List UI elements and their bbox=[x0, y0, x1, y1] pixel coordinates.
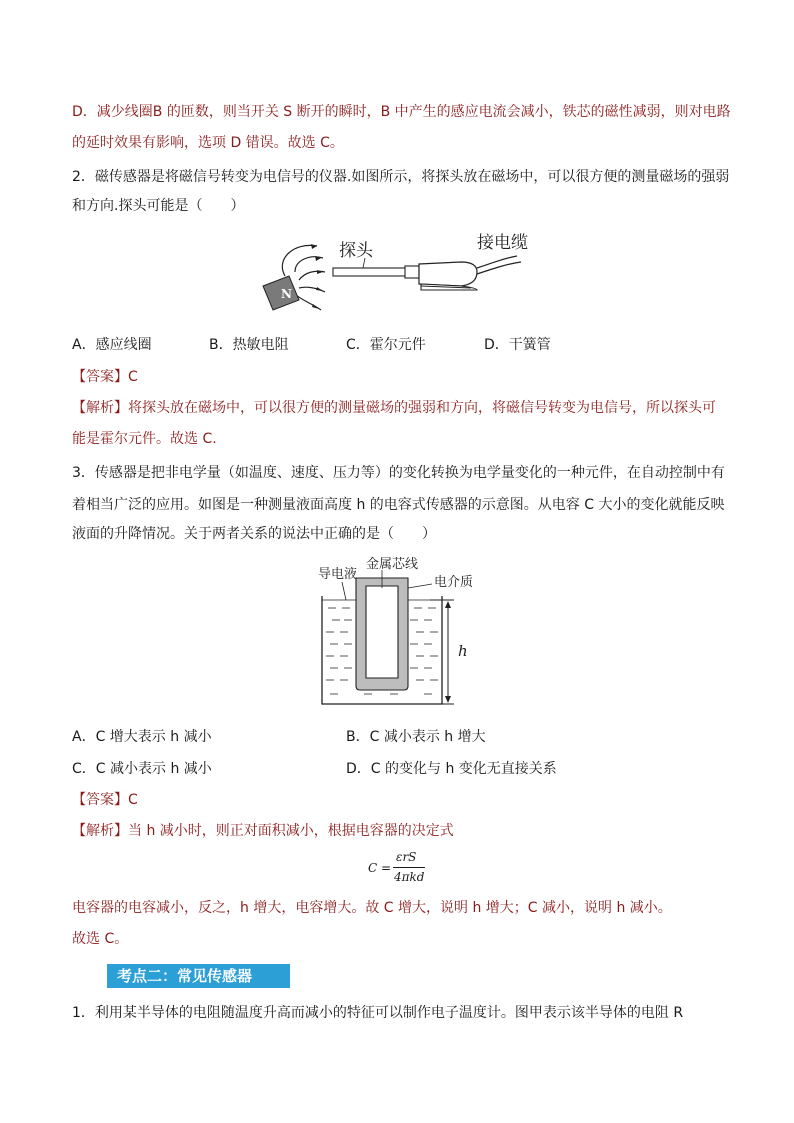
q2-answer bbox=[72, 368, 138, 386]
q3-option-a[interactable]: A．C 增大表示 h 减小 bbox=[72, 729, 212, 745]
analysis-tag: 【解析】 bbox=[72, 400, 128, 416]
formula-numerator: εrS bbox=[396, 850, 417, 864]
q3-analysis-line-3: 故选 C。 bbox=[72, 931, 129, 947]
next-q1-stem-line-1: 1．利用某半导体的电阻随温度升高而减小的特征可以制作电子温度计。图甲表示该半导体的电阻 R bbox=[72, 1005, 684, 1021]
q2-option-c[interactable]: C．霍尔元件 bbox=[346, 337, 426, 353]
answer-tag: 【答案】 bbox=[72, 792, 128, 808]
analysis-tag: 【解析】 bbox=[72, 823, 128, 839]
answer-value: C bbox=[128, 369, 138, 385]
cable bbox=[477, 256, 517, 268]
h-label: h bbox=[458, 642, 468, 660]
q3-capacitor-sensor-figure bbox=[312, 556, 488, 710]
prev-analysis-line-1: D．减少线圈B 的匝数，则当开关 S 断开的瞬时，B 中产生的感应电流会减小，铁芯的磁性减弱，则对电路 bbox=[72, 104, 731, 120]
q3-option-c[interactable]: C．C 减小表示 h 减小 bbox=[72, 761, 212, 777]
q3-analysis-line-2: 电容器的电容减小，反之，h 增大，电容增大。故 C 增大，说明 h 增大；C 减小，说明 h 减小。 bbox=[72, 900, 672, 916]
formula-lhs: C = bbox=[368, 861, 392, 875]
answer-tag: 【答案】 bbox=[72, 369, 128, 385]
prev-analysis-line-2: 的延时效果有影响，选项 D 错误。故选 C。 bbox=[72, 135, 344, 151]
dielectric-label: 电介质 bbox=[434, 575, 474, 590]
q3-answer bbox=[72, 791, 138, 809]
probe-handle bbox=[419, 262, 477, 286]
q2-stem-line-2: 和方向.探头可能是（ ） bbox=[72, 198, 245, 214]
q3-analysis-line-1 bbox=[72, 822, 454, 840]
q3-option-d[interactable]: D．C 的变化与 h 变化无直接关系 bbox=[346, 761, 557, 777]
magnet bbox=[263, 276, 299, 310]
cable-label: 接电缆 bbox=[477, 233, 528, 253]
q2-magnetic-probe-figure bbox=[255, 228, 545, 320]
formula-fraction-bar bbox=[393, 867, 425, 868]
q2-option-d[interactable]: D．干簧管 bbox=[484, 337, 551, 353]
formula-denominator: 4πkd bbox=[394, 870, 425, 884]
q2-stem-line-1: 2．磁传感器是将磁信号转变为电信号的仪器.如图所示，将探头放在磁场中，可以很方便的测量磁场的强弱 bbox=[72, 169, 730, 185]
metal-core bbox=[366, 586, 398, 678]
liquid-label: 导电液 bbox=[318, 567, 358, 582]
q3-stem-line-3: 液面的升降情况。关于两者关系的说法中正确的是（ ） bbox=[72, 526, 436, 542]
q3-stem-line-1: 3．传感器是把非电学量（如温度、速度、压力等）的变化转换为电学量变化的一种元件，在自动控制中有 bbox=[72, 465, 725, 481]
section-heading: 考点二：常见传感器 bbox=[107, 964, 290, 988]
q2-analysis-line-1 bbox=[72, 399, 716, 417]
q2-option-a[interactable]: A．感应线圈 bbox=[72, 337, 152, 353]
answer-value: C bbox=[128, 792, 138, 808]
probe-label: 探头 bbox=[339, 241, 373, 261]
q3-option-b[interactable]: B．C 减小表示 h 增大 bbox=[346, 729, 486, 745]
analysis-text: 将探头放在磁场中，可以很方便的测量磁场的强弱和方向，将磁信号转变为电信号，所以探头可 bbox=[128, 400, 716, 416]
magnet-pole-label: N bbox=[281, 287, 292, 301]
capacitance-formula bbox=[368, 850, 448, 888]
q3-stem-line-2: 着相当广泛的应用。如图是一种测量液面高度 h 的电容式传感器的示意图。从电容 C 大小的变化就能反映 bbox=[72, 497, 725, 513]
q2-option-b[interactable]: B．热敏电阻 bbox=[209, 337, 289, 353]
q2-analysis-line-2: 能是霍尔元件。故选 C. bbox=[72, 431, 217, 447]
analysis-text: 当 h 减小时，则正对面积减小，根据电容器的决定式 bbox=[128, 823, 454, 839]
core-label: 金属芯线 bbox=[366, 557, 419, 572]
